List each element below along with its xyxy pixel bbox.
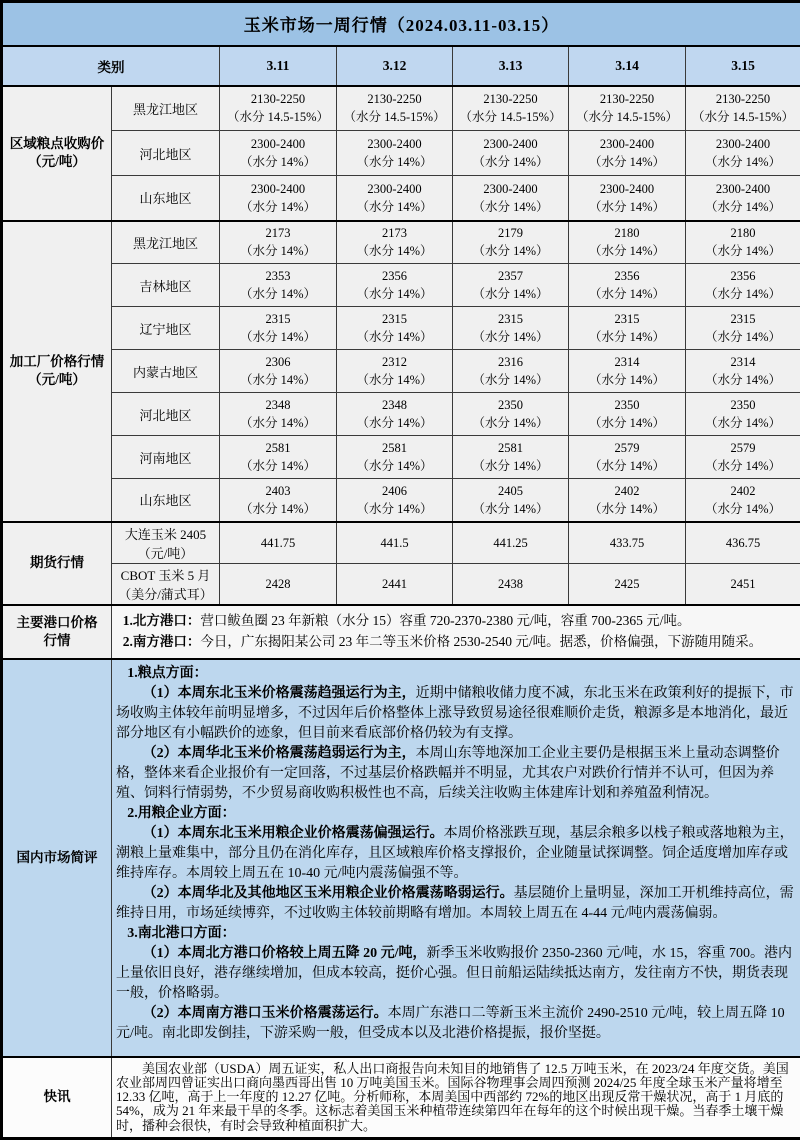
price-cell: 2403 （水分 14%） <box>220 479 337 522</box>
price-cell: 2312 （水分 14%） <box>337 350 453 393</box>
price-cell: 2130-2250 （水分 14.5-15%） <box>453 86 569 131</box>
price-cell: 2306 （水分 14%） <box>220 350 337 393</box>
review-paragraph: 1.粮点方面： <box>116 664 794 684</box>
futures-value-cell: 433.75 <box>569 522 686 564</box>
price-cell: 2402 （水分 14%） <box>686 479 800 522</box>
review-paragraph: （2）本周南方港口玉米价格震荡运行。本周广东港口二等新玉米主流价 2490-2510 元/吨，较上周五降 10 元/吨。南北即发倒挂，下游采购一般，但受成本以及北港价格提振，报价坚挺。 <box>116 1004 794 1044</box>
price-cell: 2350 （水分 14%） <box>569 393 686 436</box>
price-cell: 2314 （水分 14%） <box>569 350 686 393</box>
price-cell: 2581 （水分 14%） <box>453 436 569 479</box>
price-cell: 2348 （水分 14%） <box>220 393 337 436</box>
price-cell: 2357 （水分 14%） <box>453 264 569 307</box>
futures-contract-label: CBOT 玉米 5 月 （美分/蒲式耳） <box>112 563 220 605</box>
price-cell: 2300-2400 （水分 14%） <box>337 131 453 176</box>
ports-paragraph: 1.北方港口：营口鲅鱼圈 23 年新粮（水分 15）容重 720-2370-2380 元/吨，容重 700-2365 元/吨。 <box>116 610 794 631</box>
price-cell: 2300-2400 （水分 14%） <box>453 131 569 176</box>
column-header-date-3: 3.13 <box>453 46 569 86</box>
price-cell: 2356 （水分 14%） <box>686 264 800 307</box>
price-cell: 2402 （水分 14%） <box>569 479 686 522</box>
price-cell: 2130-2250 （水分 14.5-15%） <box>569 86 686 131</box>
price-cell: 2406 （水分 14%） <box>337 479 453 522</box>
flash-paragraph: 美国农业部（USDA）周五证实，私人出口商报告向未知目的地销售了 12.5 万吨玉米，在 2023/24 年度交货。美国农业部周四曾证实出口商向墨西哥出售 10 万吨美国玉米。国际谷物理事会周四预测 2024/25 年度全球玉米产量将增至 12.33 亿吨，高于上一年度的 12.27 亿吨。分析师称，本周美国中西部约 72%的地区出现反常干燥状况，高于 1 月底的 54%，成为 21 年来最干旱的冬季。这标志着美国玉米种植带连续第四年在每年的这个时候出现干燥。当春季土壤干燥时，播种会很快，有时会导致种植面积扩大。 <box>116 1062 794 1133</box>
price-cell: 2350 （水分 14%） <box>686 393 800 436</box>
review-paragraph: （1）本周东北玉米价格震荡趋强运行为主，近期中储粮收储力度不减，东北玉米在政策利好的提振下，市场收购主体较年前明显增多，不过因年后价格整体上涨导致贸易途径很难顺价走货，粮源多是本地消化，最近部分地区有小幅跌价的迹象，但目前来看底部价格仍较为有支撑。 <box>116 684 794 744</box>
review-paragraph: （2）本周华北玉米价格震荡趋弱运行为主，本周山东等地深加工企业主要仍是根据玉米上量动态调整价格，整体来看企业报价有一定回落，不过基层价格跌幅并不明显，尤其农户对跌价行情并不认可，但因为养殖、饲料行情弱势，不少贸易商收购积极性也不高，后续关注收购主体建库计划和养殖盈利情况。 <box>116 744 794 804</box>
futures-value-cell: 436.75 <box>686 522 800 564</box>
price-cell: 2300-2400 （水分 14%） <box>220 131 337 176</box>
region-label: 辽宁地区 <box>112 307 220 350</box>
price-cell: 2180 （水分 14%） <box>569 221 686 264</box>
price-cell: 2173 （水分 14%） <box>337 221 453 264</box>
region-label: 内蒙古地区 <box>112 350 220 393</box>
price-cell: 2579 （水分 14%） <box>686 436 800 479</box>
price-cell: 2315 （水分 14%） <box>569 307 686 350</box>
futures-value-cell: 2438 <box>453 563 569 605</box>
futures-value-cell: 2451 <box>686 563 800 605</box>
column-header-category: 类别 <box>2 46 220 86</box>
price-cell: 2300-2400 （水分 14%） <box>453 176 569 221</box>
price-cell: 2316 （水分 14%） <box>453 350 569 393</box>
section-label-flash: 快讯 <box>2 1057 112 1139</box>
column-header-date-2: 3.12 <box>337 46 453 86</box>
region-label: 河南地区 <box>112 436 220 479</box>
price-cell: 2179 （水分 14%） <box>453 221 569 264</box>
section-label-processing-price: 加工厂价格行情 （元/吨） <box>2 221 112 522</box>
price-cell: 2300-2400 （水分 14%） <box>220 176 337 221</box>
price-cell: 2300-2400 （水分 14%） <box>686 176 800 221</box>
region-label: 山东地区 <box>112 479 220 522</box>
review-content <box>112 659 800 1057</box>
price-cell: 2315 （水分 14%） <box>337 307 453 350</box>
region-label: 吉林地区 <box>112 264 220 307</box>
price-cell: 2356 （水分 14%） <box>569 264 686 307</box>
futures-value-cell: 2425 <box>569 563 686 605</box>
price-cell: 2300-2400 （水分 14%） <box>569 176 686 221</box>
futures-value-cell: 441.25 <box>453 522 569 564</box>
price-cell: 2300-2400 （水分 14%） <box>686 131 800 176</box>
price-cell: 2581 （水分 14%） <box>337 436 453 479</box>
futures-value-cell: 2428 <box>220 563 337 605</box>
price-cell: 2579 （水分 14%） <box>569 436 686 479</box>
section-label-ports: 主要港口价格 行情 <box>2 605 112 659</box>
review-paragraph: （2）本周华北及其他地区玉米用粮企业价格震荡略弱运行。基层随价上量明显，深加工开机维持高位，需维持日用，市场延续博弈，不过收购主体较前期略有增加。本周较上周五在 4-44 元/吨内震荡偏弱。 <box>116 884 794 924</box>
futures-contract-label: 大连玉米 2405 （元/吨） <box>112 522 220 564</box>
section-label-regional-purchase: 区域粮点收购价 （元/吨） <box>2 86 112 221</box>
price-cell: 2581 （水分 14%） <box>220 436 337 479</box>
region-label: 山东地区 <box>112 176 220 221</box>
region-label: 黑龙江地区 <box>112 221 220 264</box>
review-paragraph: 3.南北港口方面： <box>116 924 794 944</box>
region-label: 黑龙江地区 <box>112 86 220 131</box>
price-cell: 2315 （水分 14%） <box>220 307 337 350</box>
price-cell: 2356 （水分 14%） <box>337 264 453 307</box>
price-cell: 2315 （水分 14%） <box>453 307 569 350</box>
flash-content <box>112 1057 800 1139</box>
futures-value-cell: 441.75 <box>220 522 337 564</box>
page-title: 玉米市场一周行情（2024.03.11-03.15） <box>2 2 800 46</box>
review-paragraph: 2.用粮企业方面： <box>116 804 794 824</box>
price-cell: 2173 （水分 14%） <box>220 221 337 264</box>
section-label-futures: 期货行情 <box>2 522 112 605</box>
review-paragraph: （1）本周东北玉米用粮企业价格震荡偏强运行。本周价格涨跌互现，基层余粮多以栈子粮或落地粮为主，潮粮上量难集中，部分且仍在消化库存，且区域粮库价格支撑报价，企业随量试探调整。饲企适度增加库存或维持库存。本周较上周五在 10-40 元/吨内震荡偏强不等。 <box>116 824 794 884</box>
column-header-date-5: 3.15 <box>686 46 800 86</box>
region-label: 河北地区 <box>112 131 220 176</box>
price-cell: 2300-2400 （水分 14%） <box>569 131 686 176</box>
price-cell: 2300-2400 （水分 14%） <box>337 176 453 221</box>
price-cell: 2315 （水分 14%） <box>686 307 800 350</box>
column-header-date-1: 3.11 <box>220 46 337 86</box>
price-cell: 2130-2250 （水分 14.5-15%） <box>686 86 800 131</box>
price-cell: 2348 （水分 14%） <box>337 393 453 436</box>
price-cell: 2314 （水分 14%） <box>686 350 800 393</box>
price-cell: 2405 （水分 14%） <box>453 479 569 522</box>
price-cell: 2350 （水分 14%） <box>453 393 569 436</box>
price-cell: 2130-2250 （水分 14.5-15%） <box>220 86 337 131</box>
review-paragraph: （1）本周北方港口价格较上周五降 20 元/吨，新季玉米收购报价 2350-2360 元/吨，水 15，容重 700。港内上量依旧良好，港存继续增加，但成本较高，挺价心强。但日前船运陆续抵达南方，发往南方不快，期货表现一般，价格略弱。 <box>116 944 794 1004</box>
price-cell: 2353 （水分 14%） <box>220 264 337 307</box>
futures-value-cell: 441.5 <box>337 522 453 564</box>
futures-value-cell: 2441 <box>337 563 453 605</box>
price-cell: 2180 （水分 14%） <box>686 221 800 264</box>
column-header-date-4: 3.14 <box>569 46 686 86</box>
ports-paragraph: 2.南方港口：今日，广东揭阳某公司 23 年二等玉米价格 2530-2540 元/吨。据悉，价格偏强，下游随用随采。 <box>116 631 794 652</box>
region-label: 河北地区 <box>112 393 220 436</box>
ports-content <box>112 605 800 659</box>
section-label-review: 国内市场简评 <box>2 659 112 1057</box>
price-cell: 2130-2250 （水分 14.5-15%） <box>337 86 453 131</box>
